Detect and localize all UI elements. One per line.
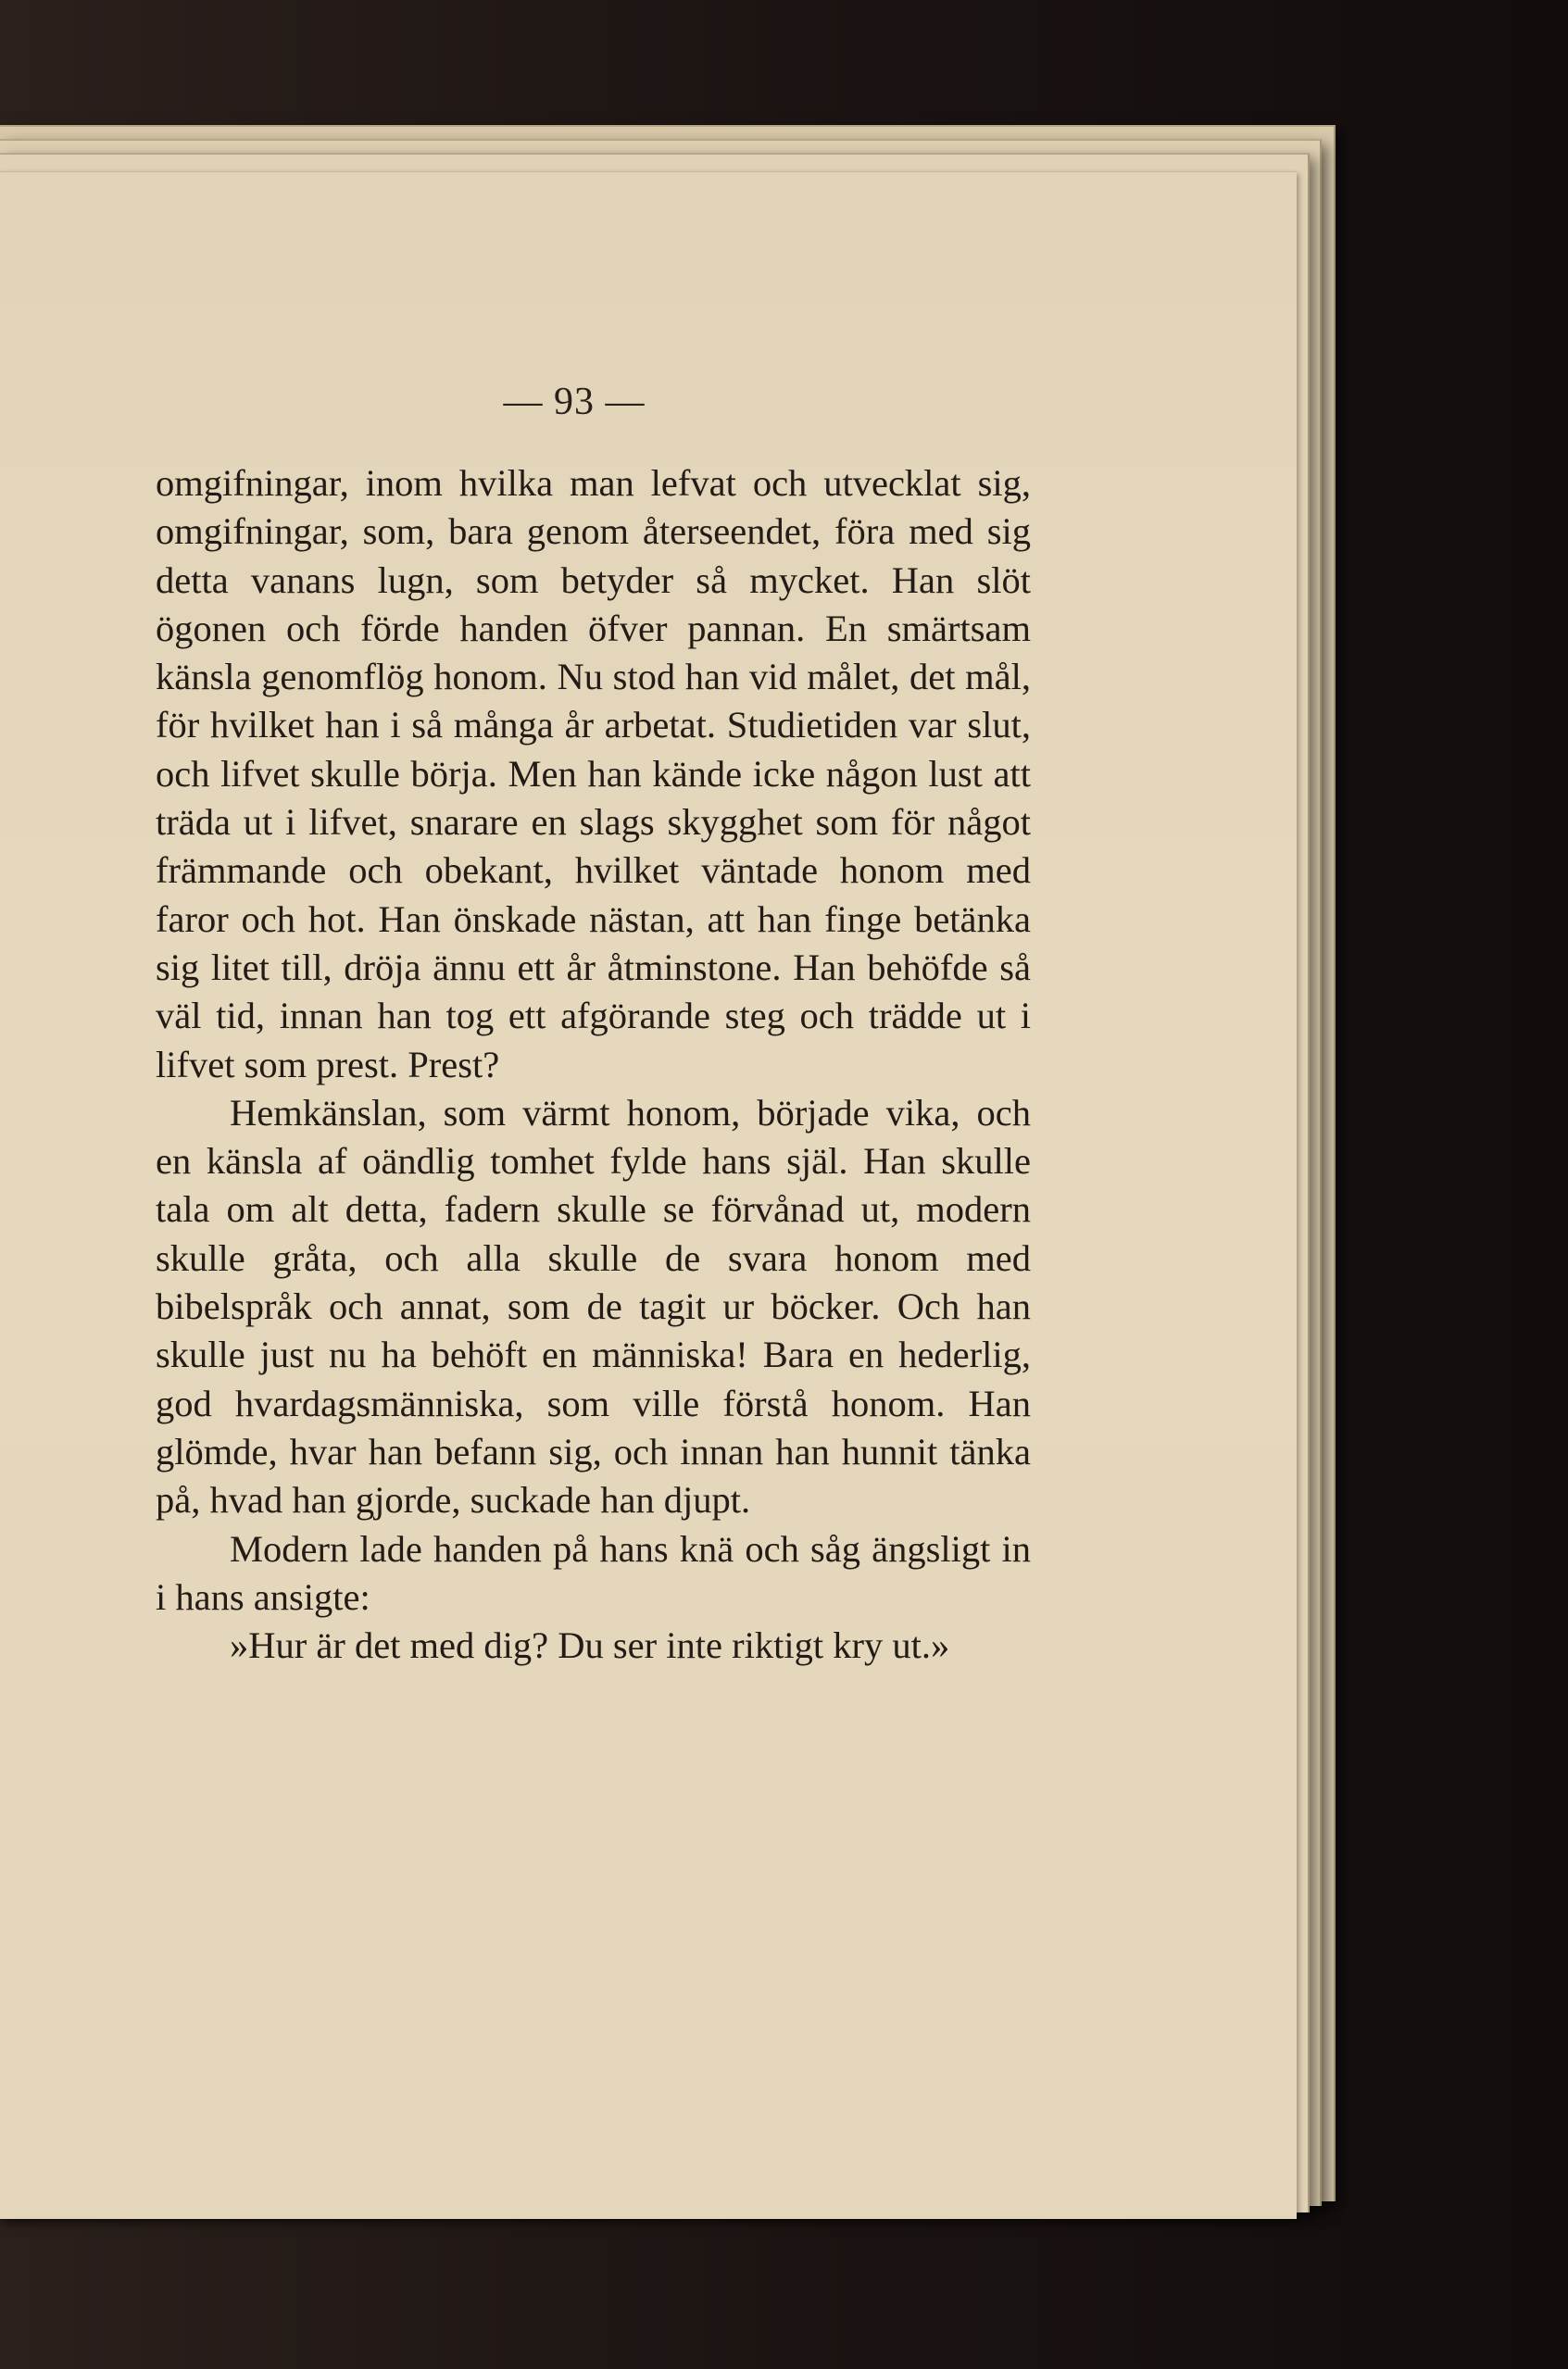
- body-text: [156, 459, 1031, 1670]
- page-number: — 93 —: [503, 381, 646, 423]
- paragraph-1: omgifningar, inom hvilka man lefvat och utvecklat sig, omgifningar, som, bara genom återseendet, föra med sig detta vanans lugn, som betyder så mycket. Han slöt ögonen och förde handen öfver pannan. En smärtsam känsla genomflög honom. Nu stod han vid målet, det mål, för hvilket han i så många år arbetat. Studietiden var slut, och lifvet skulle börja. Men han kände icke någon lust att träda ut i lifvet, snarare en slags skygghet som för något främmande och obekant, hvilket väntade honom med faror och hot. Han önskade nästan, att han finge betänka sig litet till, dröja ännu ett år åtminstone. Han behöfde så väl tid, innan han tog ett afgörande steg och trädde ut i lifvet som prest. Prest?: [156, 462, 1031, 1085]
- paragraph-4: »Hur är det med dig? Du ser inte riktigt kry ut.»: [230, 1624, 950, 1667]
- paragraph-3: Modern lade handen på hans knä och såg ängsligt in i hans ansigte:: [156, 1527, 1031, 1618]
- paragraph-2: Hemkänslan, som värmt honom, började vika, och en känsla af oändlig tomhet fylde hans själ. Han skulle tala om alt detta, fadern skulle se förvånad ut, modern skulle gråta, och alla skulle de svara honom med bibelspråk och annat, som de tagit ur böcker. Och han skulle just nu ha behöft en människa! Bara en hederlig, god hvardagsmänniska, som ville förstå honom. Han glömde, hvar han befann sig, och innan han hunnit tänka på, hvad han gjorde, suckade han djupt.: [156, 1091, 1031, 1522]
